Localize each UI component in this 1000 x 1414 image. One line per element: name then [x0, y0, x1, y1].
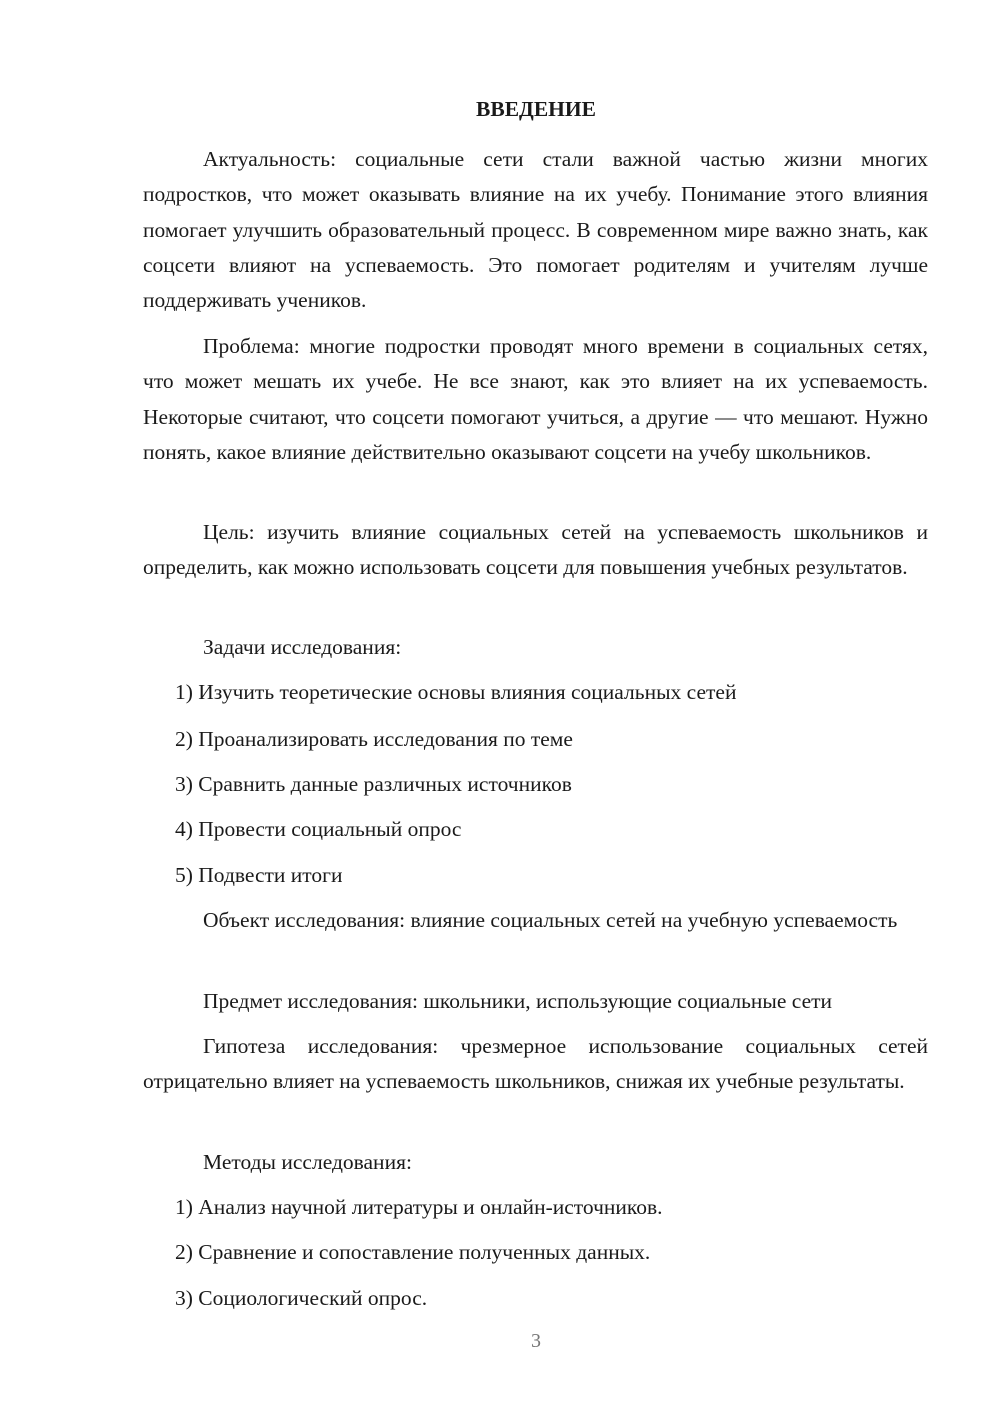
- object-paragraph: Объект исследования: влияние социальных сетей на учебную успеваемость: [203, 908, 898, 932]
- task-item: 2) Проанализировать исследования по теме: [175, 727, 573, 751]
- page-title: ВВЕДЕНИЕ: [476, 97, 596, 121]
- method-item: 1) Анализ научной литературы и онлайн-источников.: [175, 1195, 663, 1219]
- hypothesis-paragraph: Гипотеза исследования: чрезмерное использование социальных сетей отрицательно влияет на успеваемость школьников, снижая их учебные результаты.: [143, 1034, 928, 1094]
- method-item: 2) Сравнение и сопоставление полученных данных.: [175, 1240, 651, 1264]
- problem-paragraph: Проблема: многие подростки проводят много времени в социальных сетях, что может мешать их учебе. Не все знают, как это влияет на их успеваемость. Некоторые считают, что соцсети помогают учиться, а другие — что мешают. Нужно понять, какое влияние действительно оказывают соцсети на учебу школьников.: [143, 334, 928, 464]
- relevance-paragraph: Актуальность: социальные сети стали важной частью жизни многих подростков, что может оказывать влияние на их учебу. Понимание этого влияния помогает улучшить образовательный процесс. В современном мире важно знать, как соцсети влияют на успеваемость. Это помогает родителям и учителям лучше поддерживать учеников.: [143, 147, 928, 313]
- task-item: 1) Изучить теоретические основы влияния социальных сетей: [175, 680, 737, 704]
- task-item: 3) Сравнить данные различных источников: [175, 772, 572, 796]
- page-number: 3: [531, 1330, 541, 1352]
- subject-paragraph: Предмет исследования: школьники, использующие социальные сети: [203, 989, 833, 1013]
- goal-paragraph: Цель: изучить влияние социальных сетей на успеваемость школьников и определить, как можно использовать соцсети для повышения учебных результатов.: [143, 520, 928, 580]
- task-item: 4) Провести социальный опрос: [175, 817, 462, 841]
- task-item: 5) Подвести итоги: [175, 863, 343, 887]
- tasks-heading: Задачи исследования:: [203, 635, 402, 659]
- method-item: 3) Социологический опрос.: [175, 1286, 428, 1310]
- methods-heading: Методы исследования:: [203, 1150, 412, 1174]
